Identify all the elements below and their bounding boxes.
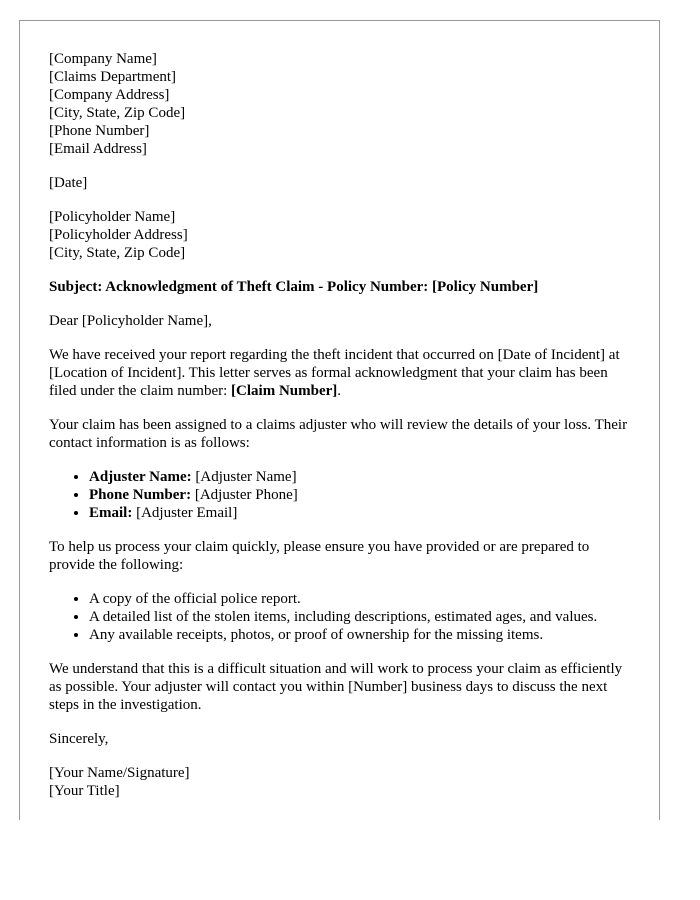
salutation: Dear [Policyholder Name],	[49, 313, 212, 329]
signature-title: [Your Title]	[49, 783, 120, 799]
sender-address: [Company Address]	[49, 87, 170, 103]
paragraph-adjuster-assigned: Your claim has been assigned to a claims adjuster who will review the details of your loss. Their contact information is as follows:	[49, 417, 628, 451]
requirement-item: • A copy of the official police report.	[89, 590, 630, 608]
paragraph-claim-received-text: We have received your report regarding the theft incident that occurred on [Date of Incident] at [Location of Incident]. This letter serves as formal acknowledgment that your claim has been filed under the claim number:	[49, 347, 620, 399]
closing: Sincerely,	[49, 731, 109, 747]
adjuster-email-item	[89, 504, 630, 522]
claim-number: [Claim Number]	[231, 383, 338, 399]
signature-name: [Your Name/Signature]	[49, 765, 190, 781]
recipient-address: [Policyholder Address]	[49, 227, 188, 243]
subject-line: Subject: Acknowledgment of Theft Claim - Policy Number: [Policy Number]	[49, 279, 539, 295]
adjuster-phone-label: Phone Number:	[89, 487, 192, 503]
adjuster-name-value: [Adjuster Name]	[191, 469, 297, 485]
sender-company-name: [Company Name]	[49, 51, 157, 67]
adjuster-name-label: Adjuster Name:	[89, 469, 192, 485]
paragraph-claim-received-end: .	[337, 383, 342, 399]
recipient-address-block	[49, 208, 630, 262]
sender-email: [Email Address]	[49, 141, 147, 157]
recipient-city-state-zip: [City, State, Zip Code]	[49, 245, 186, 261]
sender-department: [Claims Department]	[49, 69, 177, 85]
sender-phone: [Phone Number]	[49, 123, 150, 139]
adjuster-name-item	[89, 468, 630, 486]
requirement-item: • Any available receipts, photos, or proof of ownership for the missing items.	[89, 626, 630, 644]
adjuster-email-label: Email:	[89, 505, 133, 521]
letter-page	[19, 20, 660, 820]
signature-block	[49, 764, 630, 800]
requirement-item: • A detailed list of the stolen items, including descriptions, estimated ages, and values.	[89, 608, 630, 626]
recipient-name: [Policyholder Name]	[49, 209, 176, 225]
paragraph-claim-received	[49, 346, 630, 400]
adjuster-email-value: [Adjuster Email]	[132, 505, 238, 521]
requirements-list	[49, 590, 630, 644]
adjuster-phone-value: [Adjuster Phone]	[191, 487, 298, 503]
paragraph-requirements-intro: To help us process your claim quickly, please ensure you have provided or are prepared to provide the following:	[49, 539, 590, 573]
sender-city-state-zip: [City, State, Zip Code]	[49, 105, 186, 121]
letter-date: [Date]	[49, 175, 88, 191]
adjuster-contact-list	[49, 468, 630, 522]
sender-address-block	[49, 50, 630, 158]
paragraph-closing-remarks: We understand that this is a difficult situation and will work to process your claim as efficiently as possible. Your adjuster will contact you within [Number] business days to discuss the next steps in the investigation.	[49, 661, 623, 713]
adjuster-phone-item	[89, 486, 630, 504]
